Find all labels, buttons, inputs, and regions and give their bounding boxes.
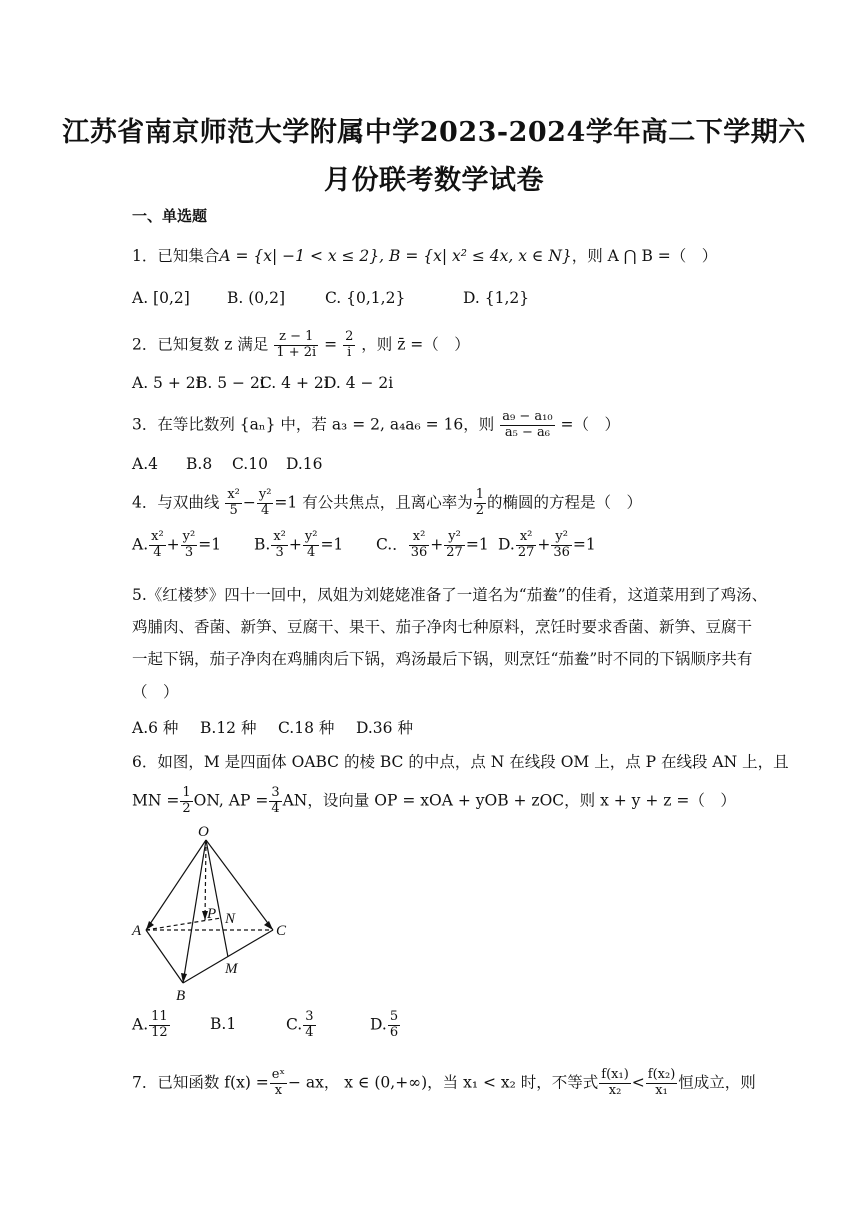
q7-less-than: < [631, 1073, 645, 1092]
question-6-line2 [132, 786, 736, 817]
q4-option-c: C.． $\frac{\text{x²}}{36}$ + $\frac{\text{y²}}{27}$ =1 [376, 529, 489, 560]
q2-stem-b: ，则 z̄ =（ ） [361, 335, 470, 354]
q3-option-a: A.4 [132, 455, 158, 473]
q4-eccentricity: $\frac{1}{2}$ [475, 487, 484, 518]
q1-option-d: D. {1,2} [463, 289, 530, 307]
label-n: N [225, 911, 236, 927]
q1-sets: A = {x| −1 < x ≤ 2}, B = {x| x² ≤ 4x, x ∈ N} [219, 247, 572, 265]
label-c: C [276, 923, 287, 939]
paper-title-line2: 月份联考数学试卷 [324, 165, 544, 196]
q2-option-d: D. 4 − 2i [324, 374, 394, 392]
question-6-options [132, 1010, 401, 1041]
q7-right-fraction: $\frac{\text{f(x₂)}}{\text{x₁}}$ [647, 1067, 676, 1098]
q4-stem-b: 的椭圆的方程是（ ） [486, 493, 642, 512]
q6-half: $\frac{1}{2}$ [182, 785, 191, 816]
q6-option-d: D. $\frac{5}{6}$ [370, 1009, 399, 1040]
question-3-stem [132, 410, 620, 441]
q6-option-c: C. $\frac{3}{4}$ [286, 1009, 314, 1040]
question-6-line1: 6．如图，M 是四面体 OABC 的棱 BC 的中点，点 N 在线段 OM 上，点 P 在线段 AN 上，且 [132, 753, 789, 771]
q3-fraction: $\frac{\text{a₉ − a₁₀}}{\text{a₅ − a₆}}$ [502, 409, 553, 440]
question-4-stem [132, 488, 642, 519]
q7-stem-b: 恒成立，则 [678, 1073, 756, 1092]
question-4-options [132, 530, 596, 561]
q1-stem-a: 1．已知集合 [132, 247, 220, 265]
q7-left-fraction: $\frac{\text{f(x₁)}}{\text{x₂}}$ [601, 1067, 629, 1098]
q4-hyperbola-x: $\frac{\text{x²}}{5}$ [227, 487, 240, 518]
label-m: M [225, 961, 238, 977]
q2-fraction-right: $\frac{2}{i}$ [345, 329, 354, 360]
q1-option-b: B. (0,2] [227, 289, 285, 307]
q2-stem-a: 2．已知复数 z 满足 [132, 335, 269, 354]
question-5-line3: 一起下锅，茄子净肉在鸡脯肉后下锅，鸡汤最后下锅，则烹饪“茄鲞”时不同的下锅顺序共有 [132, 650, 753, 668]
q1-option-c: C. {0,1,2} [325, 289, 406, 307]
arrow-a [146, 921, 154, 930]
q4-minus: − [242, 493, 256, 512]
q2-equals: = [324, 335, 338, 354]
q3-option-c: C.10 [232, 455, 268, 473]
question-5-options [132, 716, 413, 738]
edge-ab [146, 930, 183, 983]
q7-stem-mid: − ax， x ∈ (0,+∞)，当 x₁ < x₂ 时，不等式 [287, 1073, 599, 1092]
q5-option-c: C.18 种 [278, 719, 335, 737]
q2-fraction-left: $\frac{z - 1}{1 + 2i}$ [276, 329, 317, 360]
segment-om [206, 840, 228, 957]
q5-option-b: B.12 种 [200, 719, 257, 737]
question-5-line2: 鸡脯肉、香菌、新笋、豆腐干、果干、茄子净肉七种原料，烹饪时要求香菌、新笋、豆腐干 [132, 618, 753, 636]
q5-option-d: D.36 种 [356, 719, 413, 737]
q3-stem-a: 3．在等比数列 {aₙ} 中，若 a₃ = 2, a₄a₆ = 16，则 [132, 415, 495, 434]
segment-op [205, 840, 206, 920]
label-p: P [207, 906, 217, 922]
q7-function-fraction: $\frac{\text{eˣ}}{x}$ [271, 1067, 285, 1098]
q5-option-a: A.6 种 [132, 719, 179, 737]
q4-option-a: A. $\frac{\text{x²}}{4}$ + $\frac{\text{y²}}{3}$ =1 [132, 529, 222, 560]
q6-option-a: A. $\frac{11}{12}$ [132, 1009, 168, 1040]
q3-option-b: B.8 [186, 455, 213, 473]
question-2-options [132, 374, 393, 392]
label-b: B [176, 988, 186, 1004]
section-heading: 一、单选题 [132, 207, 208, 225]
q6-mn-b: ON, AP = [193, 791, 269, 810]
question-3-options [132, 455, 323, 473]
question-5-line1: 5.《红楼梦》四十一回中，凤姐为刘姥姥准备了一道名为“茄鲞”的佳肴，这道菜用到了鸡汤、 [132, 586, 768, 604]
q6-mn-a: MN = [132, 791, 180, 810]
question-1-options [132, 289, 529, 307]
q4-option-d: D. $\frac{\text{x²}}{27}$ + $\frac{\text{y²}}{36}$ =1 [498, 529, 596, 560]
arrow-c [264, 921, 273, 930]
q2-option-a: A. 5 + 2i [132, 374, 201, 392]
q7-stem-a: 7．已知函数 f(x) = [132, 1073, 269, 1092]
label-a: A [132, 923, 142, 939]
q4-option-b: B. $\frac{\text{x²}}{3}$ + $\frac{\text{y²}}{4}$ =1 [254, 529, 344, 560]
q4-hyperbola-y: $\frac{\text{y²}}{4}$ [258, 487, 272, 518]
q6-mn-c: AN，设向量 OP = xOA + yOB + zOC，则 x + y + z =（ ） [282, 791, 736, 810]
label-o: O [198, 824, 209, 840]
q4-stem-a: 4．与双曲线 [132, 493, 220, 512]
tetrahedron-figure [128, 820, 298, 1005]
q1-stem-b: ，则 A ⋂ B =（ ） [571, 247, 718, 265]
q3-stem-b: =（ ） [560, 415, 620, 434]
question-2-stem [132, 330, 470, 361]
q6-three-quarters: $\frac{3}{4}$ [271, 785, 280, 816]
q2-option-b: B. 5 − 2i [196, 374, 265, 392]
q6-option-b: B.1 [210, 1015, 237, 1034]
question-5-line4: （ ） [132, 683, 179, 701]
question-1-stem [132, 244, 717, 266]
q4-stem-mid: =1 有公共焦点，且离心率为 [274, 493, 473, 512]
q3-option-d: D.16 [286, 455, 323, 473]
q2-option-c: C. 4 + 2i [260, 374, 329, 392]
question-7-stem [132, 1068, 756, 1099]
q1-option-a: A. [0,2] [132, 289, 190, 307]
paper-title-line1: 江苏省南京师范大学附属中学2023-2024学年高二下学期六 [62, 117, 806, 148]
edge-oa [146, 840, 206, 930]
